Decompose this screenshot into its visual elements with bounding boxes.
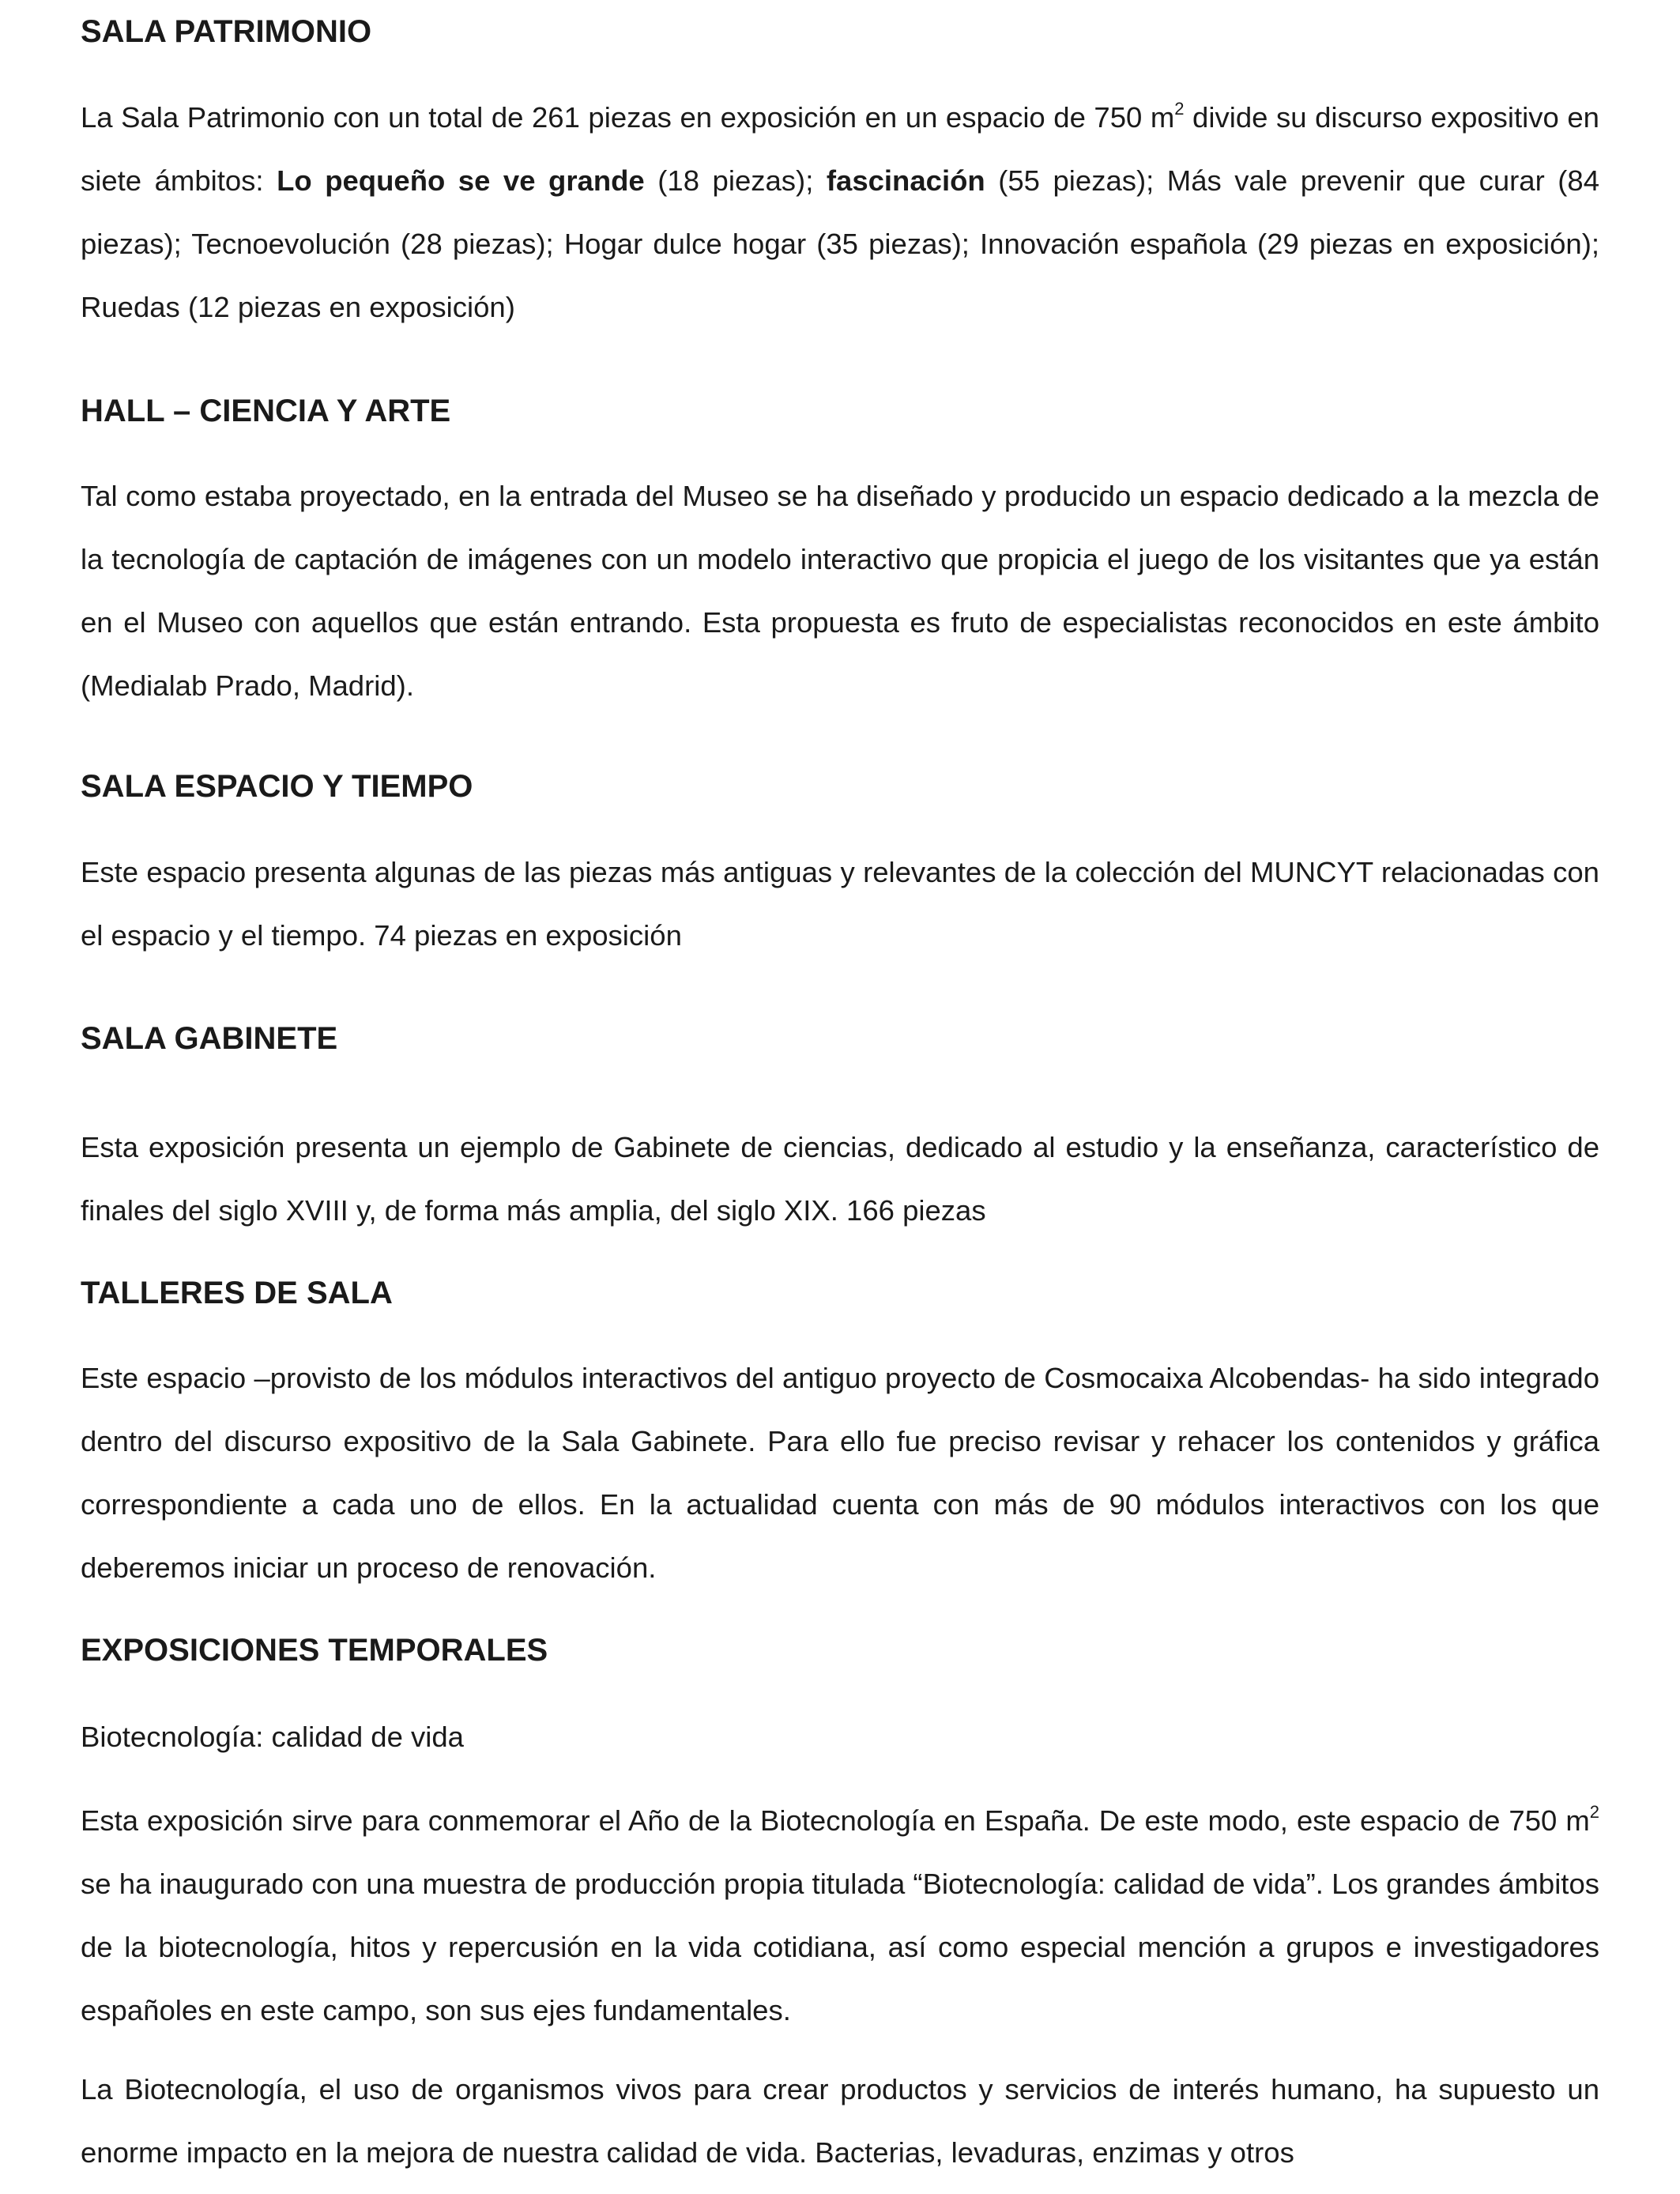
superscript: 2 [1174, 99, 1185, 119]
paragraph-temporales-1 [81, 1789, 1599, 2042]
section-heading-gabinete: SALA GABINETE [81, 1021, 338, 1056]
paragraph-espacio-tiempo: Este espacio presenta algunas de las piezas más antiguas y relevantes de la colección del MUNCYT relacionadas con el espacio y el tiempo. 74 piezas en exposición [81, 856, 1599, 952]
section-heading-patrimonio: SALA PATRIMONIO [81, 14, 372, 49]
section-heading-espacio-tiempo: SALA ESPACIO Y TIEMPO [81, 769, 473, 804]
superscript: 2 [1589, 1802, 1599, 1822]
paragraph-text: La Sala Patrimonio con un total de 261 piezas en exposición en un espacio de 750 m [81, 101, 1175, 134]
exhibition-subtitle: Biotecnología: calidad de vida [81, 1721, 464, 1753]
paragraph-gabinete: Esta exposición presenta un ejemplo de Gabinete de ciencias, dedicado al estudio y la enseñanza, característico de finales del siglo XVIII y, de forma más amplia, del siglo XIX. 166 piezas [81, 1131, 1599, 1227]
bold-text: Lo pequeño se ve grande [277, 164, 645, 197]
paragraph-text: (18 piezas); [644, 164, 827, 197]
paragraph-hall: Tal como estaba proyectado, en la entrada del Museo se ha diseñado y producido un espacio dedicado a la mezcla de la tecnología de captación de imágenes con un modelo interactivo que propicia el juego de los visitantes que ya están en el Museo con aquellos que están entrando. Esta propuesta es fruto de especialistas reconocidos en este ámbito (Medialab Prado, Madrid). [81, 480, 1599, 702]
paragraph-text: Esta exposición sirve para conmemorar el Año de la Biotecnología en España. De este modo, este espacio de 750 m [81, 1804, 1590, 1837]
paragraph-text: divide su discurso expositivo en siete ámbitos: [81, 101, 1599, 197]
section-heading-hall: HALL – CIENCIA Y ARTE [81, 394, 451, 428]
paragraph-talleres: Este espacio –provisto de los módulos interactivos del antiguo proyecto de Cosmocaixa Alcobendas- ha sido integrado dentro del discurso expositivo de la Sala Gabinete. Para ello fue preciso revisar y rehacer los contenidos y gráfica correspondiente a cada uno de ellos. En la actualidad cuenta con más de 90 módulos interactivos con los que deberemos iniciar un proceso de renovación. [81, 1362, 1599, 1584]
section-heading-temporales: EXPOSICIONES TEMPORALES [81, 1633, 548, 1668]
paragraph-text: (55 piezas); Más vale prevenir que curar (84 piezas); Tecnoevolución (28 piezas); Hogar dulce hogar (35 piezas); Innovación española (29 piezas en exposición); Ruedas (12 piezas en exposición) [81, 164, 1599, 323]
bold-text: fascinación [826, 164, 985, 197]
section-heading-talleres: TALLERES DE SALA [81, 1276, 393, 1310]
paragraph-temporales-2: La Biotecnología, el uso de organismos vivos para crear productos y servicios de interés humano, ha supuesto un enorme impacto en la mejora de nuestra calidad de vida. Bacterias, levaduras, enzimas y otros [81, 2073, 1599, 2169]
paragraph-patrimonio [81, 86, 1599, 339]
paragraph-text: se ha inaugurado con una muestra de producción propia titulada “Biotecnología: calidad de vida”. Los grandes ámbitos de la biotecnología, hitos y repercusión en la vida cotidiana, así como especial mención a grupos e investigadores españoles en este campo, son sus ejes fundamentales. [81, 1868, 1599, 2026]
